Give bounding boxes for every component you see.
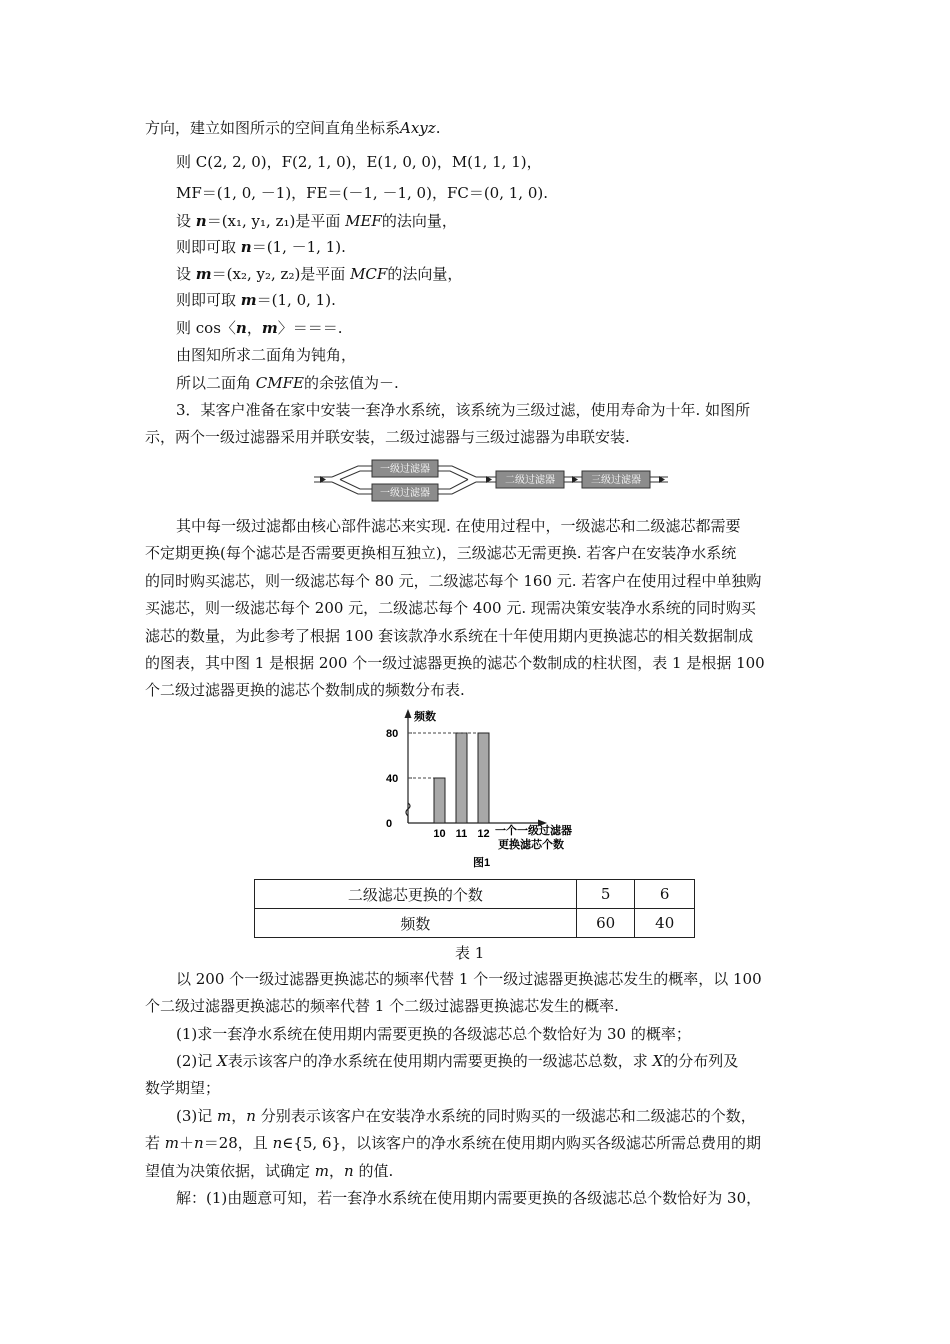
text: 的值.: [353, 1162, 394, 1180]
y-axis-label: 频数: [414, 711, 436, 723]
text: .: [435, 119, 441, 137]
x-tick-label: 10: [433, 828, 446, 840]
table-cell: 5: [576, 880, 635, 909]
question-3: [176, 1106, 756, 1126]
variable: n: [272, 1134, 283, 1152]
pipe: [438, 482, 476, 494]
text: 的法向量，: [381, 212, 457, 230]
text-line: 由图知所求二面角为钝角，: [176, 346, 357, 364]
text: 则即可取: [176, 238, 241, 256]
vector-n: n: [240, 238, 252, 256]
frequency-table: [254, 879, 695, 938]
bar: [434, 778, 445, 823]
text: 分别表示该客户在安装净水系统的同时购买的一级滤芯和二级滤芯的个数，: [255, 1107, 756, 1125]
text: 设: [176, 212, 196, 230]
paragraph-line: 其中每一级过滤都由核心部件滤芯来实现. 在使用过程中，一级滤芯和二级滤芯都需要: [176, 517, 741, 535]
table-caption: 表 1: [455, 944, 485, 962]
paragraph-line: 不定期更换(每个滤芯是否需要更换相互独立)，三级滤芯无需更换. 若客户在安装净水系统: [145, 544, 737, 562]
text: ＝(1, －1, 1).: [251, 238, 346, 256]
text: (3)记: [176, 1107, 218, 1125]
table-cell: 40: [635, 909, 695, 938]
pipe: [438, 471, 468, 480]
filter1-top-label: 一级过滤器: [380, 464, 430, 475]
variable: MCF: [350, 265, 388, 283]
variable: X: [217, 1052, 228, 1070]
filter3-label: 三级过滤器: [591, 475, 641, 486]
text: 表示该客户的净水系统在使用期内需要更换的一级滤芯总数，求: [227, 1052, 653, 1070]
table-cell: 6: [635, 880, 695, 909]
text-line: MF＝(1, 0, －1)，FE＝(－1, －1, 0)，FC＝(0, 1, 0).: [176, 184, 548, 202]
vector-n: n: [195, 212, 207, 230]
text: 方向，建立如图所示的空间直角坐标系: [145, 119, 401, 137]
text-line: [176, 237, 346, 257]
text: 则 cos〈: [176, 319, 236, 337]
text: 则即可取: [176, 291, 241, 309]
x-axis-label-line1: 一个一级过滤器: [495, 825, 572, 837]
text-line: [145, 118, 440, 138]
text: ＝(x₂, y₂, z₂)是平面: [211, 265, 351, 283]
variable: n: [194, 1134, 204, 1152]
paragraph-line: 的同时购买滤芯，则一级滤芯每个 80 元，二级滤芯每个 160 元. 若客户在使用过程中单独购: [145, 572, 762, 590]
x-tick-label: 11: [455, 828, 468, 840]
table-cell: 二级滤芯更换的个数: [255, 880, 577, 909]
variable: m: [314, 1162, 330, 1180]
bar: [456, 733, 467, 823]
table-row: [255, 880, 695, 909]
text: 的分布列及: [663, 1052, 739, 1070]
table-cell: 频数: [255, 909, 577, 938]
vector-m: m: [261, 319, 278, 337]
y-axis-arrow-icon: [405, 709, 412, 718]
text: ，: [231, 1107, 247, 1125]
filter-system-diagram: [310, 456, 672, 504]
table-row: [255, 909, 695, 938]
pipe: [332, 482, 372, 494]
paragraph-line: 滤芯的数量，为此参考了根据 100 套该款净水系统在十年使用期内更换滤芯的相关数据制成: [145, 627, 754, 645]
variable: CMFE: [255, 374, 304, 392]
question-2: [176, 1051, 738, 1071]
y-tick-label: 40: [386, 773, 399, 785]
text: ＝(x₁, y₁, z₁)是平面: [206, 212, 346, 230]
filter2-label: 二级过滤器: [505, 475, 555, 486]
text: 若: [145, 1134, 165, 1152]
text-line: [176, 211, 457, 231]
variable: n: [246, 1107, 256, 1125]
y-tick-label: 0: [386, 818, 393, 830]
y-tick-label: 80: [386, 728, 399, 740]
variable: X: [652, 1052, 664, 1070]
text: (2)记: [176, 1052, 218, 1070]
paragraph-line: 以 200 个一级过滤器更换滤芯的频率代替 1 个一级过滤器更换滤芯发生的概率，以 100: [176, 970, 762, 988]
text-line: [176, 318, 342, 338]
pipe: [438, 480, 468, 490]
variable: m: [164, 1134, 180, 1152]
problem-3-line: 3．某客户准备在家中安装一套净水系统，该系统为三级过滤，使用寿命为十年. 如图所: [176, 401, 751, 419]
text: 所以二面角: [176, 374, 256, 392]
paragraph-line: 买滤芯，则一级滤芯每个 200 元，二级滤芯每个 400 元. 现需决策安装净水系统的同时购买: [145, 599, 756, 617]
text: 的法向量，: [387, 265, 463, 283]
vector-m: m: [240, 291, 257, 309]
bar: [478, 733, 489, 823]
text-line: [176, 290, 336, 310]
table-cell: 60: [576, 909, 635, 938]
bar-chart: [380, 706, 610, 874]
text: 的余弦值为－.: [303, 374, 399, 392]
x-tick-label: 12: [477, 828, 490, 840]
variable: m: [217, 1107, 232, 1125]
variable: Axyz: [400, 119, 436, 137]
filter1-bottom-label: 一级过滤器: [380, 488, 430, 499]
paragraph-line: 个二级过滤器更换的滤芯个数制成的频数分布表.: [145, 681, 465, 699]
variable: MEF: [345, 212, 382, 230]
text: ∈{5, 6}，以该客户的净水系统在使用期内购买各级滤芯所需总费用的期: [282, 1134, 762, 1152]
solution-line: 解：(1)由题意可知，若一套净水系统在使用期内需要更换的各级滤芯总个数恰好为 30，: [176, 1189, 762, 1207]
question-1: (1)求一套净水系统在使用期内需要更换的各级滤芯总个数恰好为 30 的概率；: [176, 1025, 691, 1043]
paragraph-line: 个二级过滤器更换滤芯的频率代替 1 个二级过滤器更换滤芯发生的概率.: [145, 997, 619, 1015]
variable: n: [344, 1162, 354, 1180]
text: ＝28，且: [203, 1134, 273, 1152]
chart-title: 图1: [473, 857, 491, 869]
text-line: [176, 373, 399, 393]
x-axis-label-line2: 更换滤芯个数: [498, 839, 564, 851]
text-line: [176, 264, 462, 284]
text-line: 则 C(2, 2, 0)，F(2, 1, 0)，E(1, 0, 0)，M(1, 1, 1)，: [176, 153, 542, 171]
text: ＝(1, 0, 1).: [256, 291, 336, 309]
text: 〉＝＝＝.: [277, 319, 343, 337]
vector-m: m: [195, 265, 212, 283]
text: ，: [329, 1162, 345, 1180]
text: 设: [176, 265, 196, 283]
question-3-cont: [145, 1161, 393, 1181]
question-3-cont: [145, 1133, 761, 1153]
text: ，: [246, 319, 262, 337]
question-2-cont: 数学期望；: [145, 1079, 221, 1097]
vector-n: n: [235, 319, 247, 337]
text: ＋: [179, 1134, 195, 1152]
paragraph-line: 的图表，其中图 1 是根据 200 个一级过滤器更换的滤芯个数制成的柱状图，表 1 是根据 100: [145, 654, 765, 672]
text: 望值为决策依据，试确定: [145, 1162, 315, 1180]
problem-3-line: 示，两个一级过滤器采用并联安装，二级过滤器与三级过滤器为串联安装.: [145, 428, 630, 446]
pipe: [340, 471, 372, 480]
